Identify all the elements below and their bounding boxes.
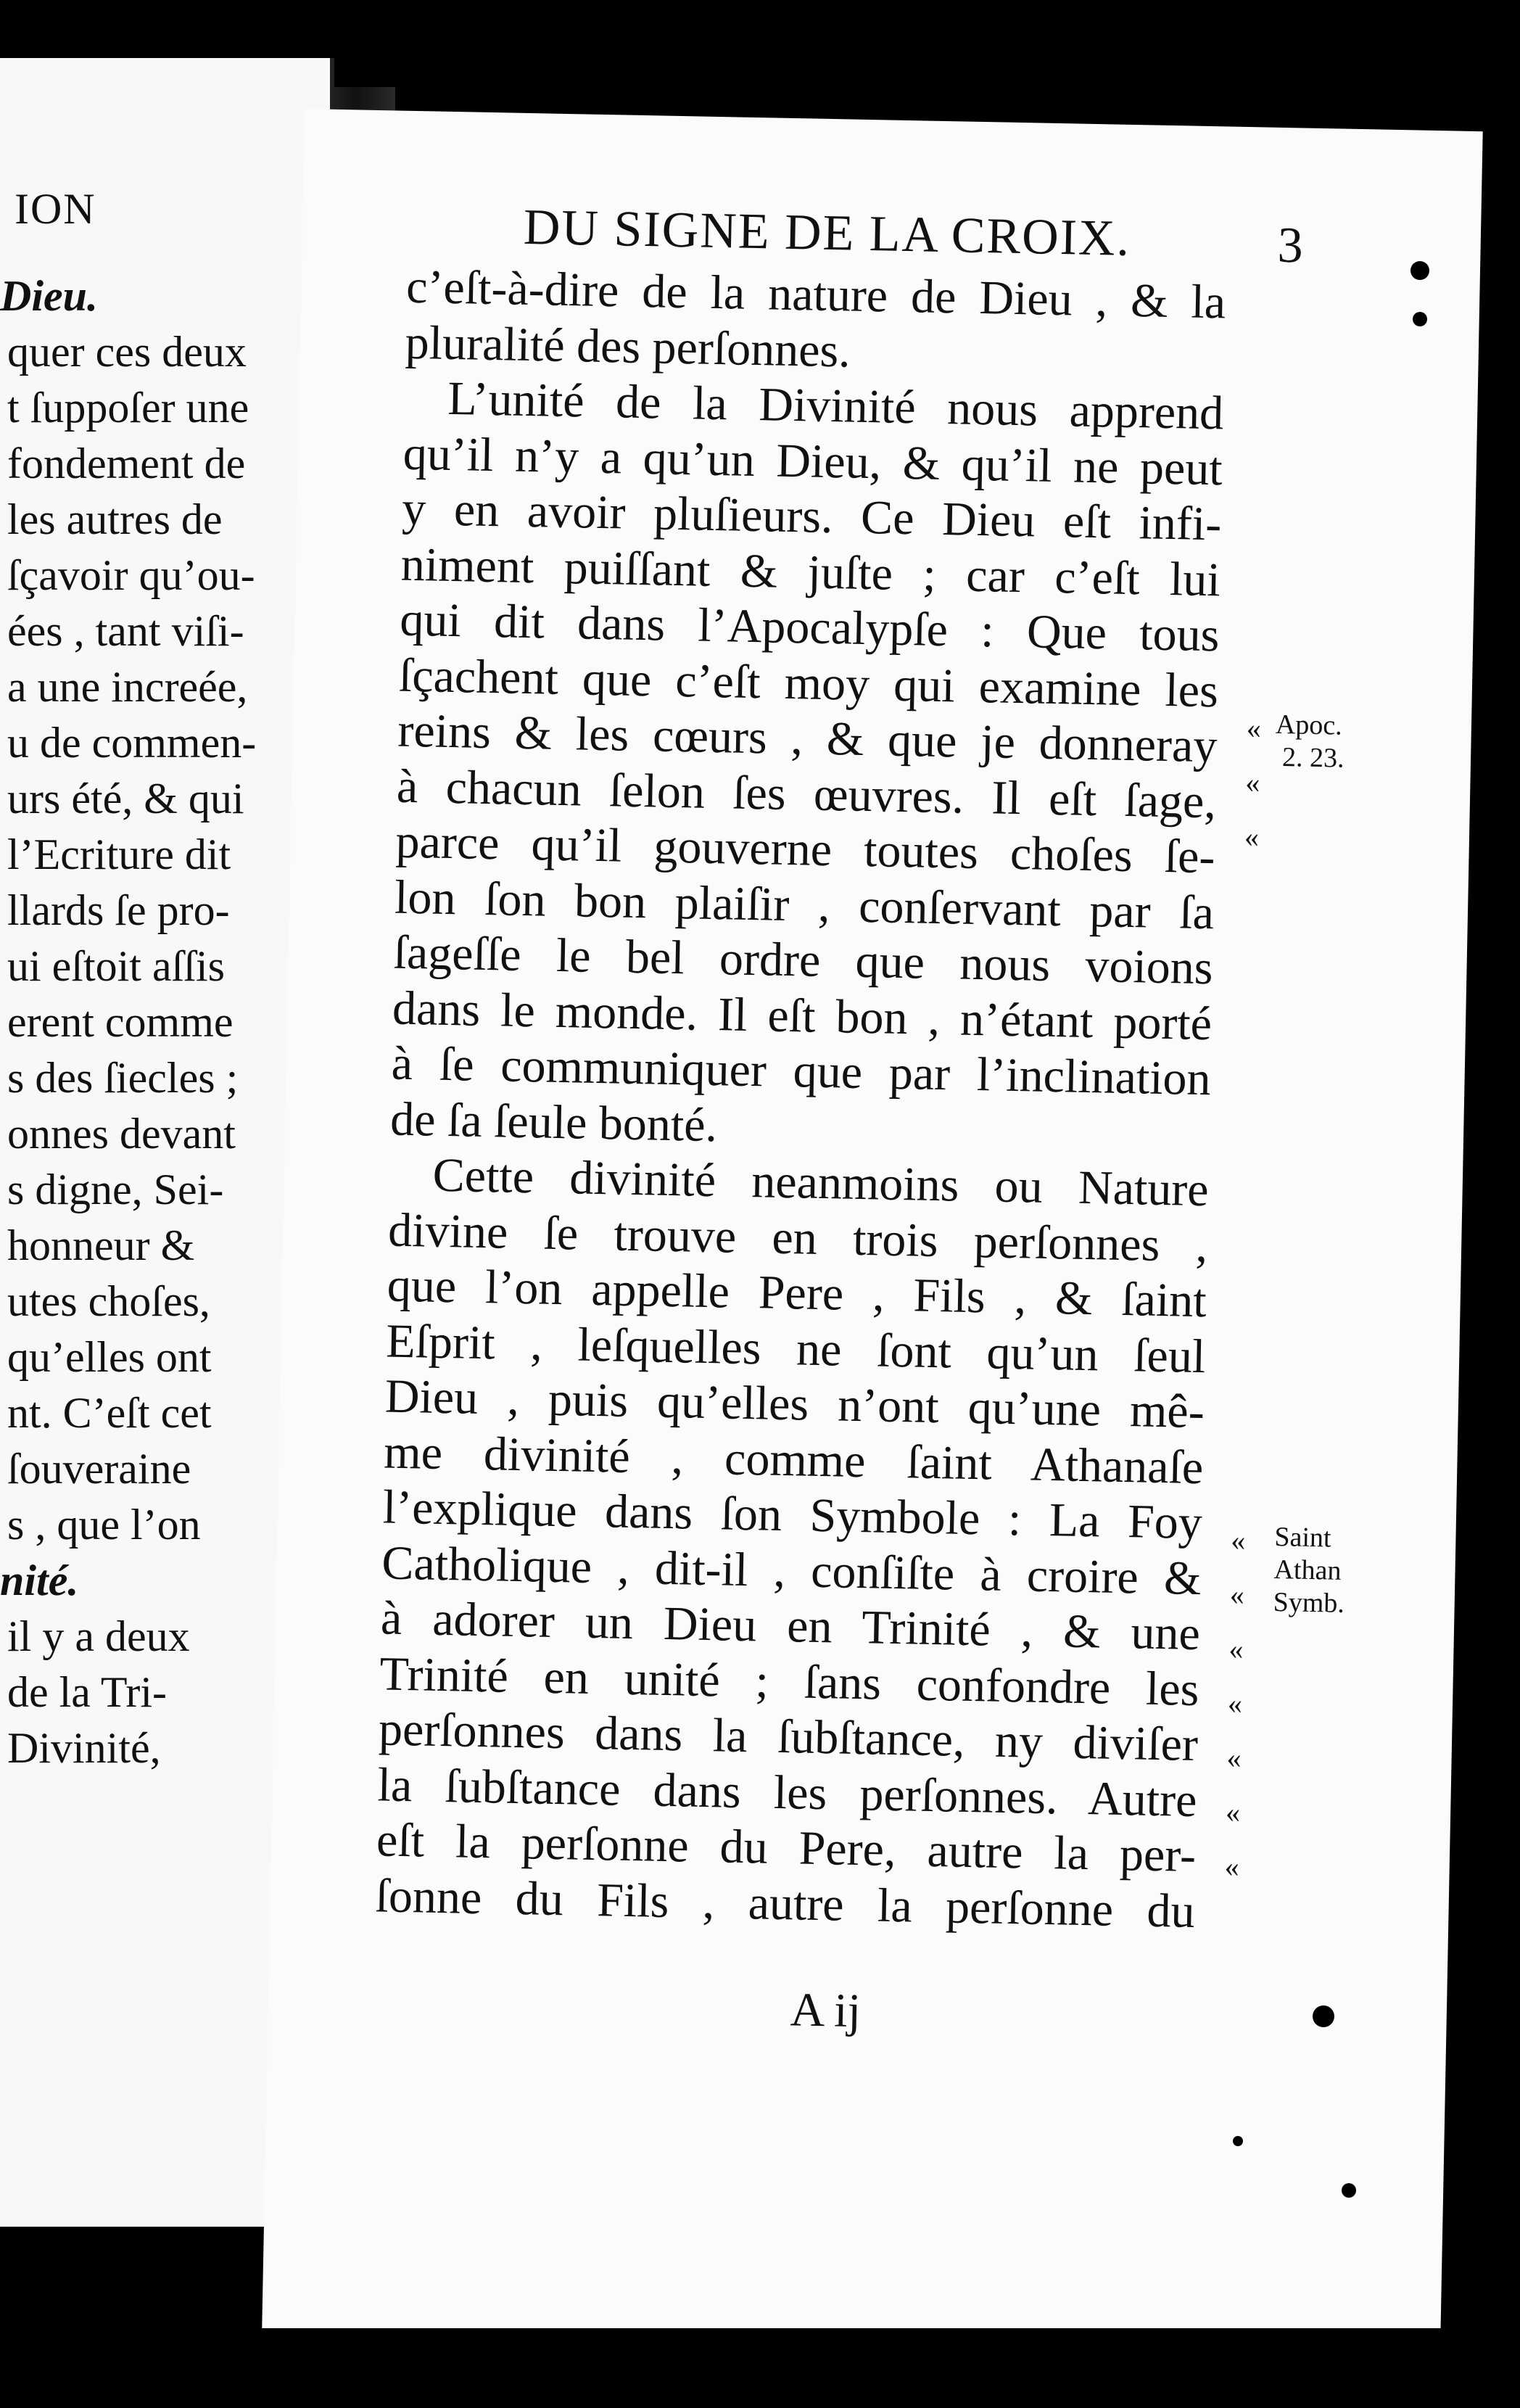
body-text-line: Cette divinité neanmoins ou Nature [432,1148,1210,1217]
left-text-line: erent comme [7,998,234,1046]
margin-note-apoc-2: 2. 23. [1281,742,1345,774]
body-text-line: pluralité des perſonnes. [405,316,851,378]
body-text-line: à adorer un Dieu en Trinité , & une [380,1591,1201,1661]
body-text-line: me divinité , comme ſaint Athanaſe [383,1424,1204,1494]
body-text-line: l’explique dans ſon Symbole : La Foy [382,1480,1203,1550]
left-text-line: ui eſtoit aſſis [7,942,225,990]
left-text-line: ſçavoir qu’ou- [7,551,255,599]
body-text-line: parce qu’il gouverne toutes choſes ſe- [395,815,1216,884]
body-text-line: de ſa ſeule bonté. [389,1092,718,1152]
left-text-line: llards ſe pro- [7,886,230,934]
body-text-line: ſonne du Fils , autre la perſonne du [375,1868,1196,1938]
left-text-line: utes choſes, [7,1277,210,1325]
quote-mark: « [1246,712,1262,745]
ink-dot [1342,2183,1356,2198]
left-text-line: les autres de [7,495,223,543]
body-text-line: Eſprit , leſquelles ne ſont qu’un ſeul [385,1314,1206,1383]
scan-background [0,2328,1520,2408]
left-text-line: nité. [0,1556,79,1604]
left-text-line: quer ces deux [7,328,247,376]
right-page [262,109,1483,2358]
left-text-line: onnes devant [7,1110,236,1158]
body-text-line: qu’il n’y a qu’un Dieu, & qu’il ne peut [402,426,1223,495]
body-text-line: lon ſon bon plaiſir , conſervant par ſa [394,870,1215,939]
left-text-line: Dieu. [0,272,98,320]
body-text-line: c’eſt-à-dire de la nature de Dieu , & la [405,260,1226,329]
left-text-line: qu’elles ont [7,1333,212,1381]
left-text-line: s , que l’on [7,1501,201,1549]
body-text-line: la ſubſtance dans les perſonnes. Autre [376,1757,1198,1827]
body-text-line: à ſe communiquer que par l’inclination [391,1036,1212,1106]
quote-mark: « [1225,1795,1241,1829]
body-text-line: que l’on appelle Pere , Fils , & ſaint [387,1258,1207,1328]
body-text-line: divine ſe trouve en trois perſonnes , [387,1203,1208,1272]
quote-mark: « [1227,1686,1243,1720]
body-text-line: eſt la perſonne du Pere, autre la per- [376,1813,1197,1883]
body-text-line: niment puiſſant & juſte ; car c’eſt lui [400,537,1221,606]
left-text-line: u de commen- [7,719,257,767]
left-text-line: ſouveraine [7,1445,191,1493]
signature-mark: A ij [790,1983,862,2038]
left-text-line: de la Tri- [7,1668,168,1716]
left-running-head: ION [15,185,96,233]
body-text-line: Trinité en unité ; ſans confondre les [379,1646,1200,1716]
ink-dot [1313,2005,1334,2027]
body-text-line: L’unité de la Divinité nous apprend [447,371,1224,440]
body-text-line: y en avoir pluſieurs. Ce Dieu eſt infi- [401,482,1222,551]
body-text-line: Catholique , dit-il , conſiſte à croire & [381,1535,1202,1605]
quote-mark: « [1230,1523,1246,1557]
body-text-line: reins & les cœurs , & que je donneray [397,704,1218,773]
left-text-line: honneur & [7,1221,195,1269]
quote-mark: « [1244,820,1260,854]
margin-note-athan-1: Saint [1274,1522,1331,1554]
margin-note-athan-2: Athan [1273,1554,1342,1586]
left-text-line: ées , tant viſi- [7,607,244,655]
left-text-line: s digne, Sei- [7,1166,224,1213]
left-text-line: Divinité, [7,1724,161,1772]
body-text-line: perſonnes dans la ſubſtance, ny diviſer [378,1702,1199,1772]
body-text-line: ſageſſe le bel ordre que nous voions [392,925,1214,995]
quote-mark: « [1226,1741,1242,1775]
left-text-line: fondement de [7,440,246,487]
quote-mark: « [1224,1850,1240,1884]
body-text-line: à chacun ſelon ſes œuvres. Il eſt ſage, [396,759,1217,828]
left-text-line: nt. C’eſt cet [7,1389,212,1437]
body-text-line: dans le monde. Il eſt bon , n’étant porté [392,981,1213,1050]
body-text-line: ſçachent que c’eſt moy qui examine les [398,648,1219,717]
quote-mark: « [1228,1632,1244,1666]
left-text-line: il y a deux [7,1612,190,1660]
margin-note-apoc-1: Apoc. [1275,709,1343,741]
ink-dot [1413,312,1427,326]
body-text-line: Dieu , puis qu’elles n’ont qu’une mê- [384,1369,1205,1439]
margin-note-athan-3: Symb. [1273,1587,1345,1619]
left-text-line: urs été, & qui [7,775,244,822]
quote-mark: « [1244,766,1260,799]
ink-dot [1410,261,1429,280]
quote-mark: « [1229,1578,1245,1612]
running-head: DU SIGNE DE LA CROIX. [523,199,1131,267]
left-text-line: t ſuppoſer une [7,384,249,432]
body-text-line: qui dit dans l’Apocalypſe : Que tous [399,593,1220,662]
ink-dot [1233,2136,1243,2146]
left-text-line: l’Ecriture dit [7,830,231,878]
left-text-line: a une increée, [7,663,248,711]
page-number: 3 [1276,217,1305,274]
left-text-line: s des ſiecles ; [7,1054,239,1102]
